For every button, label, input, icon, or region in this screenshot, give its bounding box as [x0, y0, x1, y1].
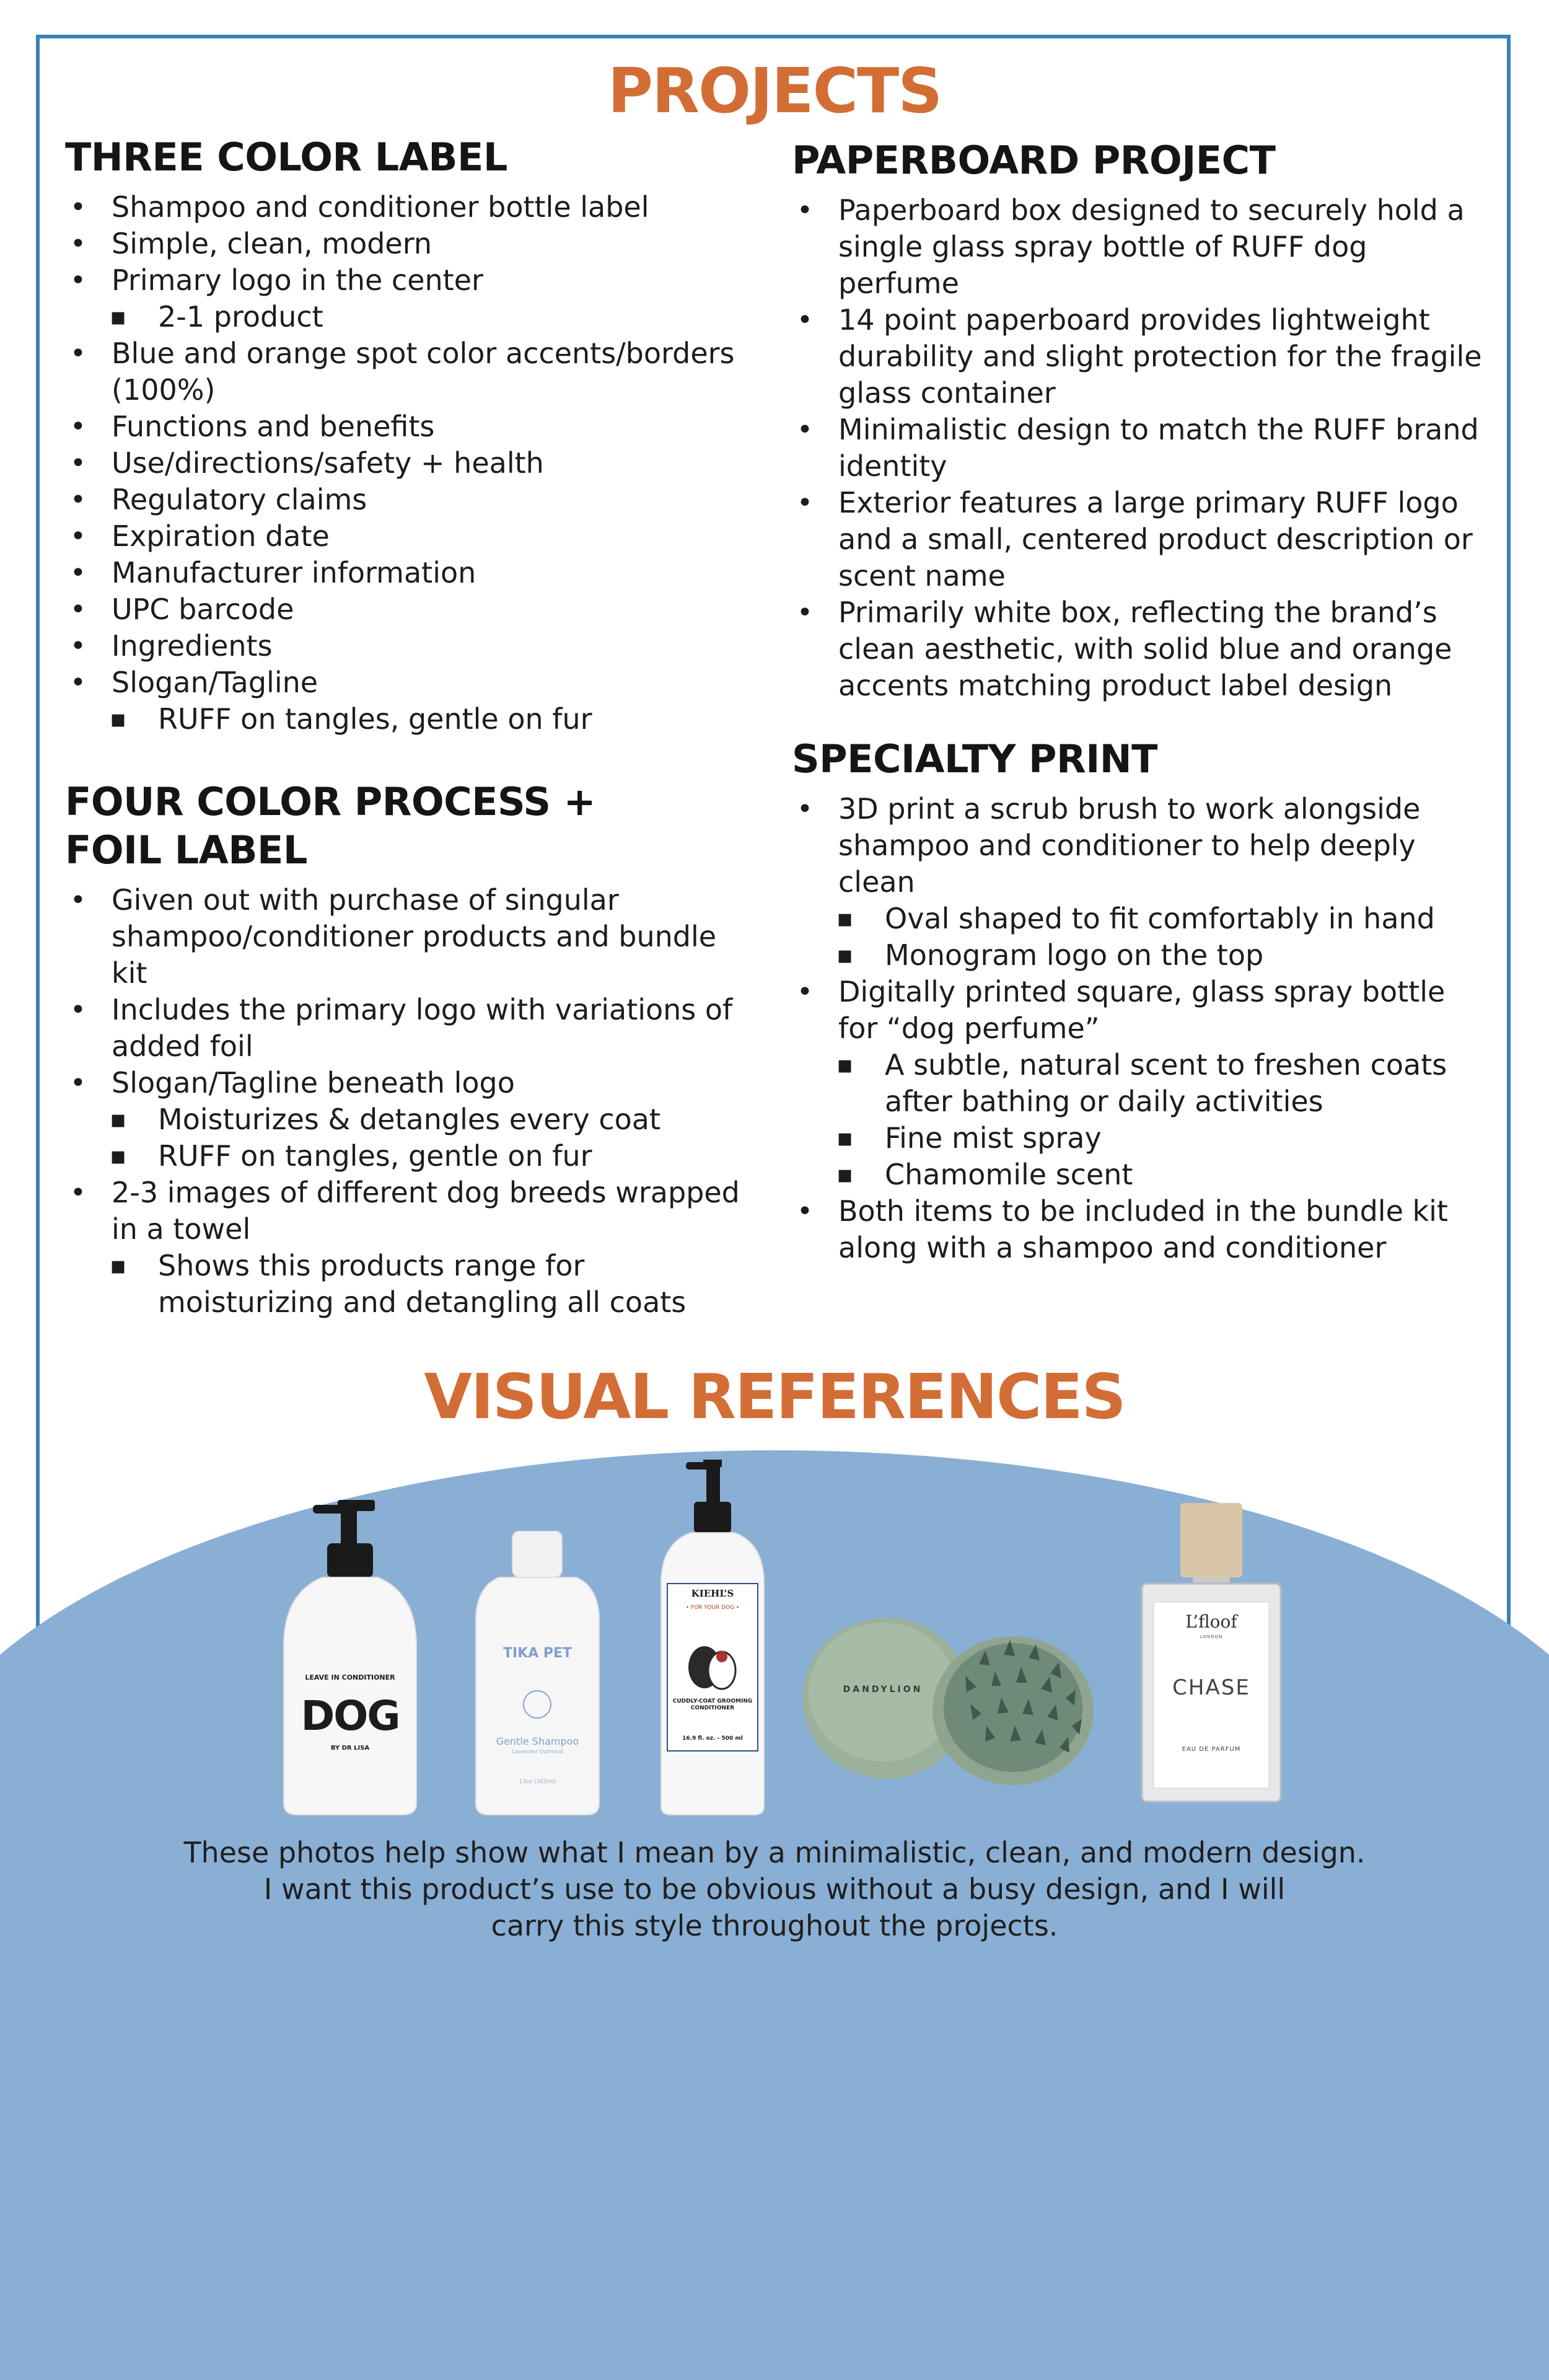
bullet-item: • Exterior features a large primary RUFF logo and a small, centered product description or scent name	[792, 485, 1492, 594]
bullet-list	[792, 791, 1492, 1266]
section-heading: THREE COLOR LABEL	[65, 134, 507, 180]
perfume-type: EAU DE PARFUM	[1182, 1746, 1241, 1753]
kiehls-size: 16.9 fl. oz. - 500 ml	[682, 1735, 743, 1742]
sub-bullet-item: ▪ RUFF on tangles, gentle on fur	[65, 701, 759, 738]
tika-pet-bottle-image	[474, 1531, 601, 1816]
tika-brand: TIKA PET	[502, 1646, 573, 1661]
sub-bullet-item: ▪ Oval shaped to fit comfortably in hand	[792, 901, 1492, 937]
left-column	[65, 133, 759, 1321]
sub-bullet-item: ▪ Chamomile scent	[792, 1157, 1492, 1193]
bullet-item: • Expiration date	[65, 518, 759, 555]
caption-line: I want this product’s use to be obvious without a busy design, and I will	[263, 1872, 1286, 1906]
bullet-list	[65, 189, 759, 738]
caption-line: carry this style throughout the projects.	[491, 1909, 1058, 1942]
bullet-item: • Ingredients	[65, 628, 759, 664]
bullet-item: • Primary logo in the center	[65, 262, 759, 299]
bullet-list	[65, 882, 759, 1321]
bullet-item: • Slogan/Tagline	[65, 664, 759, 701]
kiehls-name: CUDDLY-COAT GROOMING CONDITIONER	[672, 1698, 753, 1711]
bullet-item: • Manufacturer information	[65, 555, 759, 591]
bullet-list	[792, 192, 1492, 704]
sub-bullet-item: ▪ 2-1 product	[65, 299, 759, 335]
right-column	[792, 136, 1492, 1266]
bullet-item: • Simple, clean, modern	[65, 226, 759, 262]
kiehls-brand: KIEHL’S	[691, 1588, 734, 1599]
perfume-name: CHASE	[1172, 1675, 1250, 1700]
bullet-item: • Minimalistic design to match the RUFF brand identity	[792, 412, 1492, 485]
bullet-item: • Slogan/Tagline beneath logo	[65, 1065, 759, 1101]
tika-name: Gentle Shampoo	[496, 1735, 579, 1747]
bullet-item: • Digitally printed square, glass spray bottle for “dog perfume”	[792, 974, 1492, 1047]
bullet-item: • Blue and orange spot color accents/borders (100%)	[65, 335, 759, 408]
bullet-item: • Paperboard box designed to securely hold a single glass spray bottle of RUFF dog perfume	[792, 192, 1492, 302]
dog-bottle-brand: DOG	[301, 1692, 400, 1740]
caption-line: These photos help show what I mean by a minimalistic, clean, and modern design.	[183, 1836, 1366, 1869]
perfume-city: LONDON	[1200, 1634, 1223, 1639]
visual-references-caption	[93, 1835, 1456, 1944]
bullet-item: • Both items to be included in the bundle kit along with a shampoo and conditioner	[792, 1193, 1492, 1266]
sub-bullet-item: ▪ Moisturizes & detangles every coat	[65, 1101, 759, 1138]
chase-perfume-bottle-image	[1140, 1503, 1283, 1804]
bullet-item: • 2-3 images of different dog breeds wrapped in a towel	[65, 1175, 759, 1248]
dog-bottle-top-text: LEAVE IN CONDITIONER	[305, 1673, 395, 1681]
sub-bullet-item: ▪ RUFF on tangles, gentle on fur	[65, 1138, 759, 1175]
sub-bullet-item: ▪ Monogram logo on the top	[792, 937, 1492, 974]
sub-bullet-item: ▪ Shows this products range for moisturizing and detangling all coats	[65, 1248, 759, 1321]
tika-size: 13oz (385ml)	[519, 1779, 556, 1785]
sub-bullet-item: ▪ A subtle, natural scent to freshen coats after bathing or daily activities	[792, 1047, 1492, 1120]
dog-bottle-sub: BY DR LISA	[330, 1745, 370, 1752]
kiehls-tag: • FOR YOUR DOG •	[685, 1605, 740, 1611]
bullet-item: • Use/directions/safety + health	[65, 445, 759, 482]
dandylion-scrub-brush-image	[799, 1605, 1109, 1791]
bullet-item: • Given out with purchase of singular shampoo/conditioner products and bundle kit	[65, 882, 759, 992]
visual-references-title: VISUAL REFERENCES	[424, 1360, 1125, 1433]
section-heading: FOUR COLOR PROCESS + FOIL LABEL	[65, 779, 596, 873]
bullet-item: • 3D print a scrub brush to work alongside shampoo and conditioner to help deeply clean	[792, 791, 1492, 901]
bullet-item: • Shampoo and conditioner bottle label	[65, 189, 759, 226]
section-heading: SPECIALTY PRINT	[792, 736, 1157, 782]
bullet-item: • UPC barcode	[65, 591, 759, 628]
bullet-item: • Primarily white box, reflecting the brand’s clean aesthetic, with solid blue and orange accents matching product label design	[792, 594, 1492, 704]
sub-bullet-item: ▪ Fine mist spray	[792, 1120, 1492, 1157]
bullet-item: • 14 point paperboard provides lightweight durability and slight protection for the fragile glass container	[792, 302, 1492, 412]
bullet-item: • Includes the primary logo with variations of added foil	[65, 992, 759, 1065]
kiehls-bottle-image	[660, 1460, 765, 1816]
page-title: PROJECTS	[607, 55, 942, 127]
dog-conditioner-bottle-image	[279, 1500, 421, 1816]
bullet-item: • Regulatory claims	[65, 482, 759, 518]
dandylion-brand: DANDYLION	[843, 1685, 923, 1695]
perfume-brand: L’floof	[1185, 1611, 1237, 1632]
section-heading: PAPERBOARD PROJECT	[792, 138, 1276, 183]
bullet-item: • Functions and benefits	[65, 408, 759, 445]
tika-sub: Lavender Oatmeal	[511, 1749, 564, 1755]
